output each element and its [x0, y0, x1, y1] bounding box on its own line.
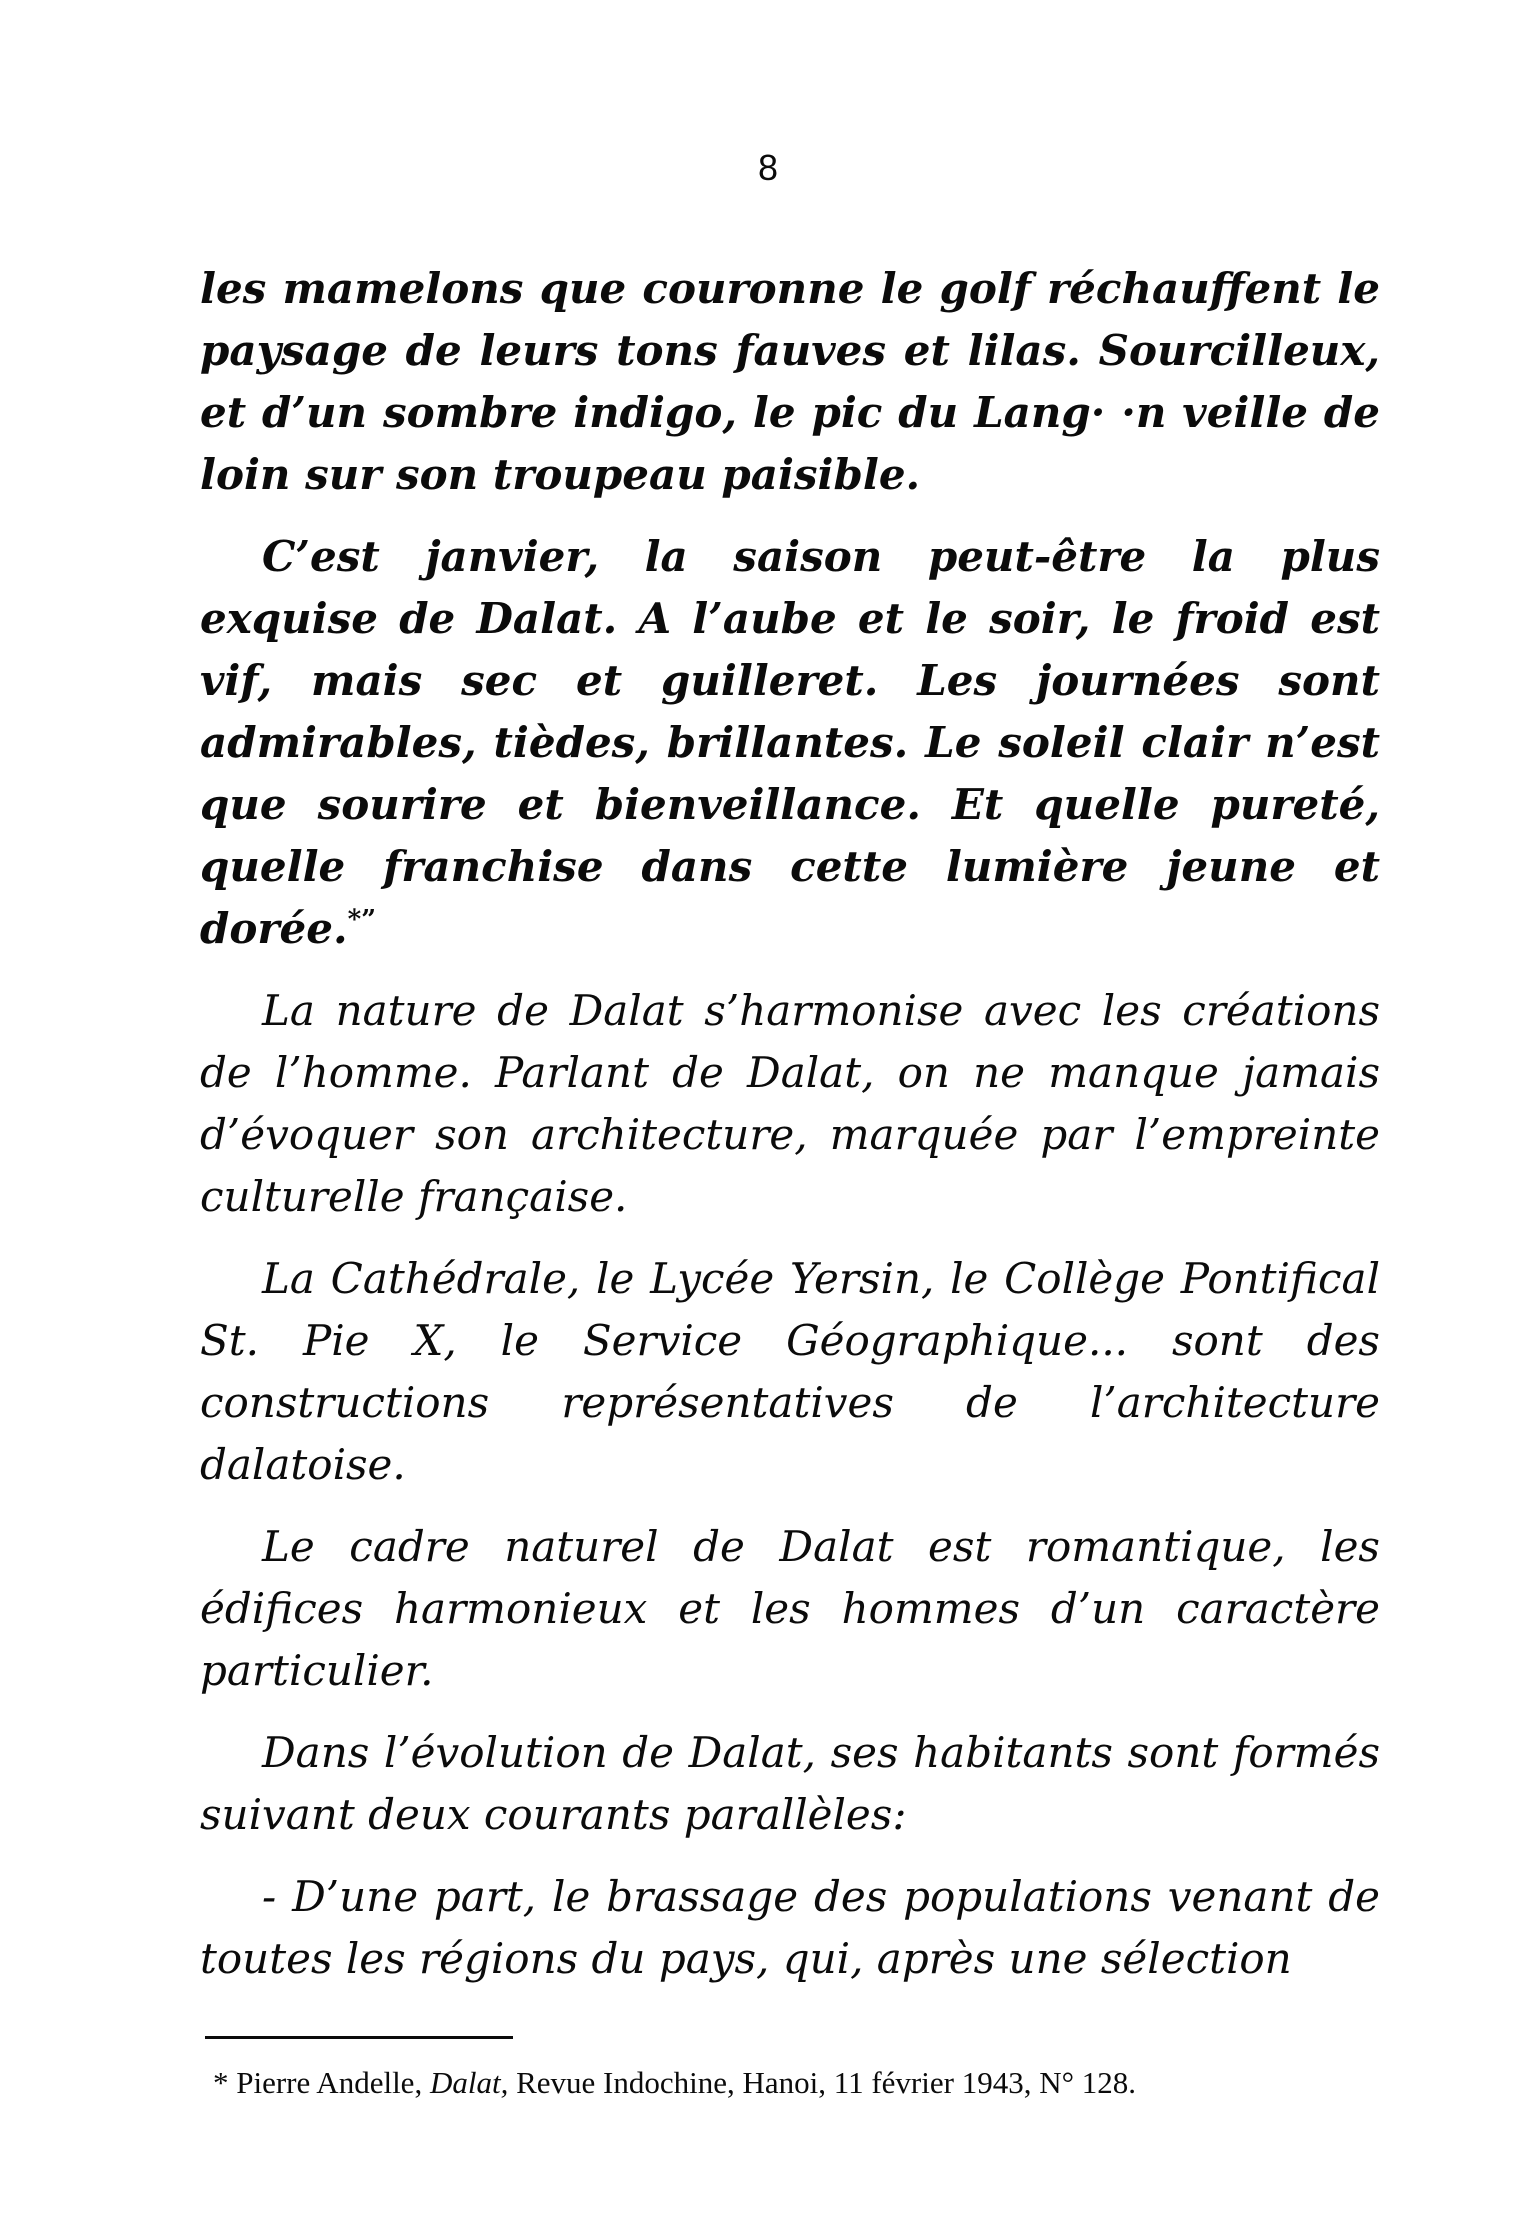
- paragraph-january: [200, 526, 1380, 960]
- page-number: 8: [757, 147, 779, 188]
- paragraph-text: - D’une part, le brassage des populations venant de toutes les régions du pays, qui, après une sélection: [200, 1872, 1380, 1983]
- paragraph-evolution: [200, 1722, 1380, 1846]
- footnote-marker: *: [213, 2065, 229, 2100]
- footnote-author: Pierre Andelle,: [236, 2065, 423, 2100]
- paragraph-text: C’est janvier, la saison peut-être la plus exquise de Dalat. A l’aube et le soir, le froid est vif, mais sec et guilleret. Les journées sont admirables, tièdes, brillantes. Le soleil clair n’est que sourire et bienveillance. Et quelle pureté, quelle franchise dans cette lumière jeune et dorée.: [200, 532, 1380, 953]
- footnote-reference-mark: *”: [347, 905, 377, 935]
- paragraph-populations: [200, 1866, 1380, 1990]
- paragraph-romantic-frame: [200, 1516, 1380, 1702]
- paragraph-buildings: [200, 1248, 1380, 1496]
- paragraph-text: les mamelons que couronne le golf réchauffent le paysage de leurs tons fauves et lilas. Sourcilleux, et d’un sombre indigo, le pic du Lang· ·n veille de loin sur son troupeau paisible.: [200, 264, 1380, 499]
- paragraph-text: La Cathédrale, le Lycée Yersin, le Collège Pontifical St. Pie X, le Service Géographique... sont des constructions représentatives de l’architecture dalatoise.: [200, 1254, 1380, 1489]
- footnote: [213, 2063, 1413, 2103]
- paragraph-text: Dans l’évolution de Dalat, ses habitants sont formés suivant deux courants parallèles:: [200, 1728, 1380, 1839]
- paragraph-landscape: [200, 258, 1380, 506]
- body-text: [200, 258, 1380, 2010]
- paragraph-architecture: [200, 980, 1380, 1228]
- paragraph-text: La nature de Dalat s’harmonise avec les créations de l’homme. Parlant de Dalat, on ne manque jamais d’évoquer son architecture, marquée par l’empreinte culturelle française.: [200, 986, 1380, 1221]
- footnote-divider: [205, 2036, 513, 2039]
- footnote-source: Revue Indochine, Hanoi, 11 février 1943, N° 128.: [516, 2065, 1136, 2100]
- paragraph-text: Le cadre naturel de Dalat est romantique, les édifices harmonieux et les hommes d’un caractère particulier.: [200, 1522, 1380, 1695]
- footnote-title: Dalat,: [429, 2065, 509, 2100]
